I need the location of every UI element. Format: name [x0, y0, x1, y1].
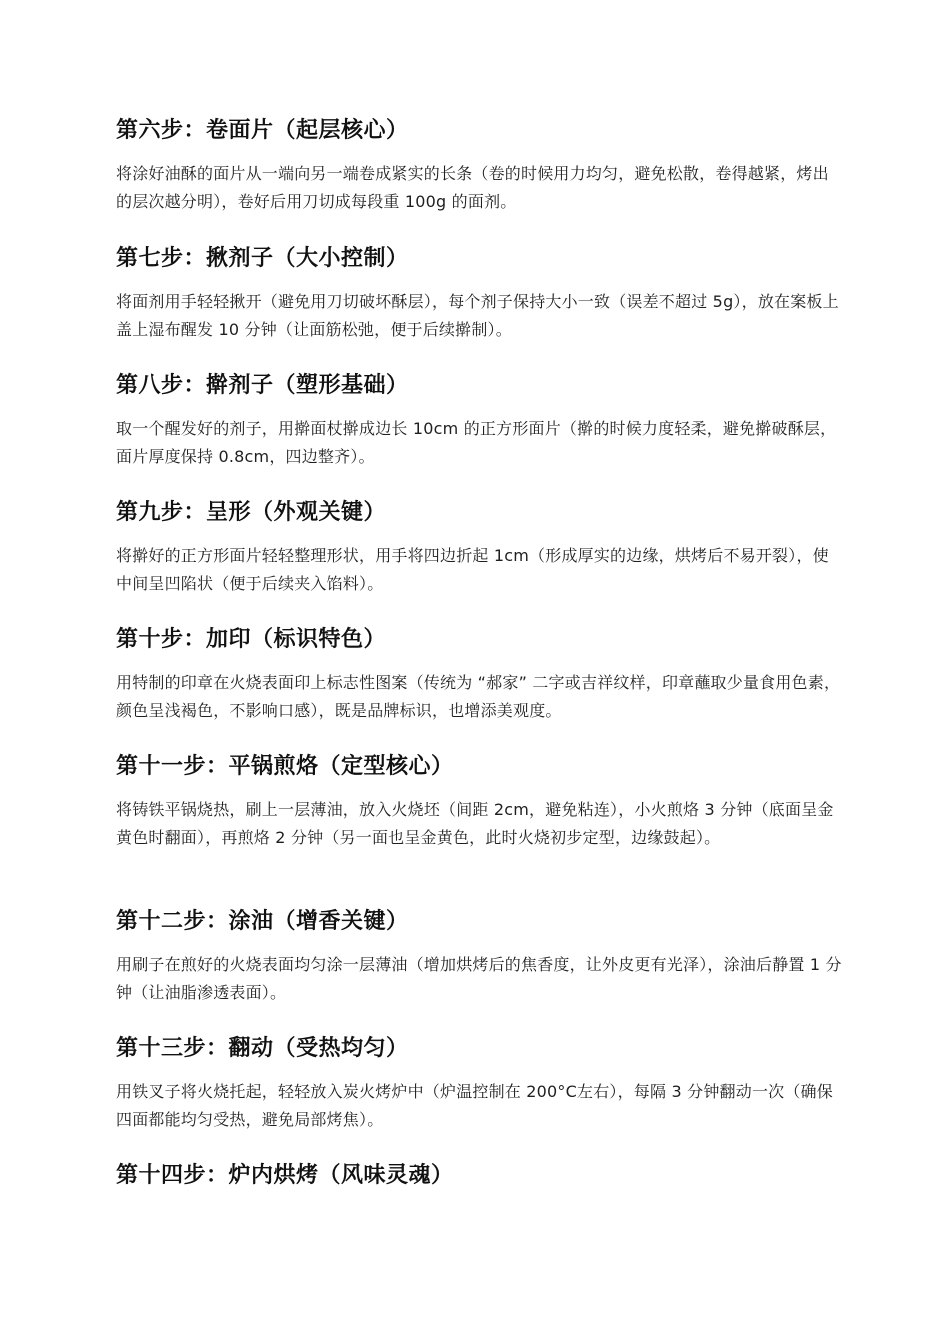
section-heading: 第十三步：翻动（受热均匀）: [116, 1036, 409, 1061]
section-body: 将擀好的正方形面片轻轻整理形状，用手将四边折起 1cm（形成厚实的边缘，烘烤后不易开裂），使中间呈凹陷状（便于后续夹入馅料）。: [116, 546, 829, 593]
section-step-10: [116, 625, 844, 725]
section-body: 用铁叉子将火烧托起，轻轻放入炭火烤炉中（炉温控制在 200°C左右），每隔 3 分钟翻动一次（确保四面都能均匀受热，避免局部烤焦）。: [116, 1082, 833, 1129]
section-step-14: [116, 1161, 844, 1191]
section-heading: 第十步：加印（标识特色）: [116, 627, 387, 652]
section-body: 用特制的印章在火烧表面印上标志性图案（传统为 “郝家” 二字或吉祥纹样，印章蘸取少量食用色素，颜色呈浅褐色，不影响口感），既是品牌标识，也增添美观度。: [116, 673, 841, 720]
section-heading: 第九步：呈形（外观关键）: [116, 500, 387, 525]
section-step-7: [116, 244, 844, 344]
section-body: 用刷子在煎好的火烧表面均匀涂一层薄油（增加烘烤后的焦香度，让外皮更有光泽），涂油后静置 1 分钟（让油脂渗透表面）。: [116, 955, 842, 1002]
section-heading: 第十四步：炉内烘烤（风味灵魂）: [116, 1163, 454, 1188]
section-heading: 第十一步：平锅煎烙（定型核心）: [116, 754, 454, 779]
section-body: 将涂好油酥的面片从一端向另一端卷成紧实的长条（卷的时候用力均匀，避免松散，卷得越紧，烤出的层次越分明），卷好后用刀切成每段重 100g 的面剂。: [116, 164, 829, 211]
section-heading: 第七步：揪剂子（大小控制）: [116, 246, 409, 271]
section-step-12: [116, 907, 844, 1007]
section-step-6: [116, 116, 844, 216]
section-body: 取一个醒发好的剂子，用擀面杖擀成边长 10cm 的正方形面片（擀的时候力度轻柔，避免擀破酥层，面片厚度保持 0.8cm，四边整齐）。: [116, 419, 837, 466]
section-heading: 第六步：卷面片（起层核心）: [116, 118, 409, 143]
section-heading: 第八步：擀剂子（塑形基础）: [116, 373, 409, 398]
section-step-8: [116, 371, 844, 471]
section-step-11: [116, 752, 844, 852]
section-step-13: [116, 1034, 844, 1134]
section-heading: 第十二步：涂油（增香关键）: [116, 909, 409, 934]
section-body: 将铸铁平锅烧热，刷上一层薄油，放入火烧坯（间距 2cm，避免粘连），小火煎烙 3 分钟（底面呈金黄色时翻面），再煎烙 2 分钟（另一面也呈金黄色，此时火烧初步定型，边缘鼓起）。: [116, 800, 834, 847]
section-body: 将面剂用手轻轻揪开（避免用刀切破坏酥层），每个剂子保持大小一致（误差不超过 5g），放在案板上盖上湿布醒发 10 分钟（让面筋松弛，便于后续擀制）。: [116, 292, 839, 339]
section-step-9: [116, 498, 844, 598]
